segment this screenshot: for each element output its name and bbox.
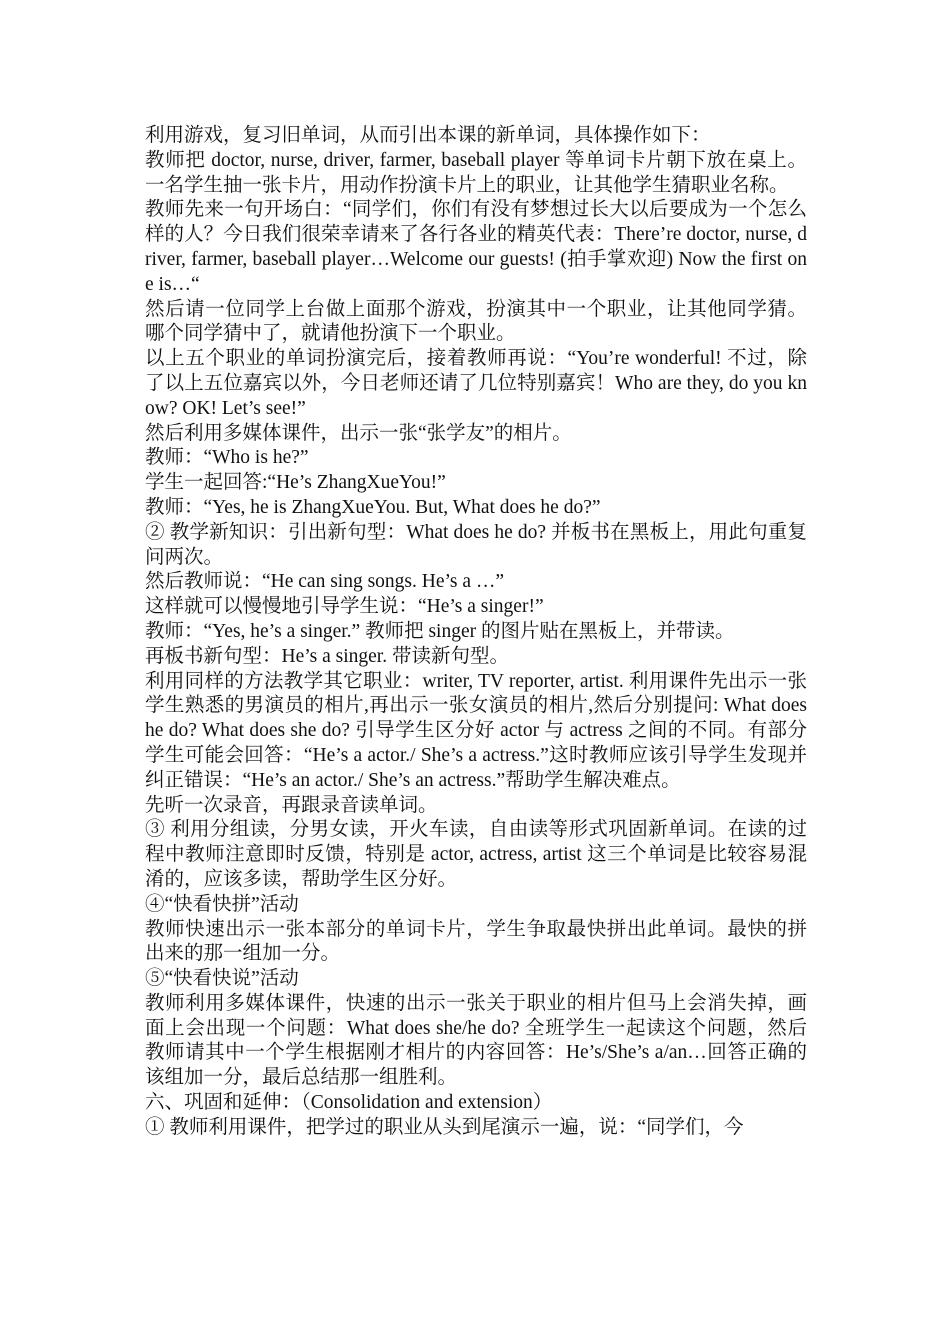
paragraph-teacher-followup: 教师：“Yes, he is ZhangXueYou. But, What does he do?” xyxy=(145,496,601,518)
paragraph-consolidation-start: ① 教师利用课件，把学过的职业从头到尾演示一遍，说：“同学们，今 xyxy=(145,1116,744,1138)
paragraph-student-acting: 然后请一位同学上台做上面那个游戏，扮演其中一个职业，让其他同学猜。哪个同学猜中了，就请他扮演下一个职业。 xyxy=(145,298,807,345)
paragraph-show-photo: 然后利用多媒体课件，出示一张“张学友”的相片。 xyxy=(145,422,572,444)
paragraph-board-sentence: 再板书新句型：He’s a singer. 带读新句型。 xyxy=(145,645,509,667)
paragraph-card-game: 教师把 doctor, nurse, driver, farmer, baseball player 等单词卡片朝下放在桌上。一名学生抽一张卡片，用动作扮演卡片上的职业，让其他学生猜职业名称。 xyxy=(145,149,807,196)
paragraph-teacher-question: 教师：“Who is he?” xyxy=(145,447,309,469)
paragraph-group-reading: ③ 利用分组读，分男女读，开火车读，自由读等形式巩固新单词。在读的过程中教师注意即时反馈，特别是 actor, actress, artist 这三个单词是比较容易混淆的，应该多读，帮助学生区分好。 xyxy=(145,819,807,890)
paragraph-guide-students: 这样就可以慢慢地引导学生说：“He’s a singer!” xyxy=(145,596,544,618)
paragraph-intro: 利用游戏，复习旧单词，从而引出本课的新单词，具体操作如下： xyxy=(145,125,711,146)
paragraph-other-occupations: 利用同样的方法教学其它职业：writer, TV reporter, artist. 利用课件先出示一张学生熟悉的男演员的相片,再出示一张女演员的相片,然后分别提问: What does he do? What does she do? 引导学生区分好 actor 与 actress 之间的不同。有部分学生可能会回答：“He’s a actor./ She’s a actress.”这时教师应该引导学生发现并纠正错误：“He’s an actor./ She’s an actress.”帮助学生解决难点。 xyxy=(145,670,807,791)
document-page xyxy=(145,124,807,1141)
paragraph-teacher-prompt: 然后教师说：“He can sing songs. He’s a …” xyxy=(145,571,505,593)
paragraph-activity-spelling: 教师快速出示一张本部分的单词卡片，学生争取最快拼出此单词。最快的拼出来的那一组加一分。 xyxy=(145,918,807,965)
paragraph-special-guests: 以上五个职业的单词扮演完后，接着教师再说：“You’re wonderful! 不过，除了以上五位嘉宾以外，今日老师还请了几位特别嘉宾！Who are they, do you know? OK! Let’s see!” xyxy=(145,348,807,419)
paragraph-singer-picture: 教师：“Yes, he’s a singer.” 教师把 singer 的图片贴在黑板上，并带读。 xyxy=(145,620,735,642)
paragraph-student-answer: 学生一起回答:“He’s ZhangXueYou!” xyxy=(145,472,446,494)
paragraph-activity-speaking-title: ⑤“快看快说”活动 xyxy=(145,968,299,990)
paragraph-listen-recording: 先听一次录音，再跟录音读单词。 xyxy=(145,794,438,816)
paragraph-new-knowledge: ② 教学新知识：引出新句型：What does he do? 并板书在黑板上，用此句重复问两次。 xyxy=(145,521,807,568)
paragraph-activity-spelling-title: ④“快看快拼”活动 xyxy=(145,893,299,915)
section-heading-consolidation: 六、巩固和延伸：（Consolidation and extension） xyxy=(145,1092,553,1114)
paragraph-activity-speaking: 教师利用多媒体课件，快速的出示一张关于职业的相片但马上会消失掉，画面上会出现一个问题：What does she/he do? 全班学生一起读这个问题，然后教师请其中一个学生根据刚才相片的内容回答：He’s/She’s a/an…回答正确的该组加一分，最后总结那一组胜利。 xyxy=(145,992,807,1089)
paragraph-opening-remarks: 教师先来一句开场白：“同学们，你们有没有梦想过长大以后要成为一个怎么样的人？今日我们很荣幸请来了各行各业的精英代表：There’re doctor, nurse, driver, farmer, baseball player…Welcome our guests! (拍手掌欢迎) Now the first one is…“ xyxy=(145,199,807,295)
